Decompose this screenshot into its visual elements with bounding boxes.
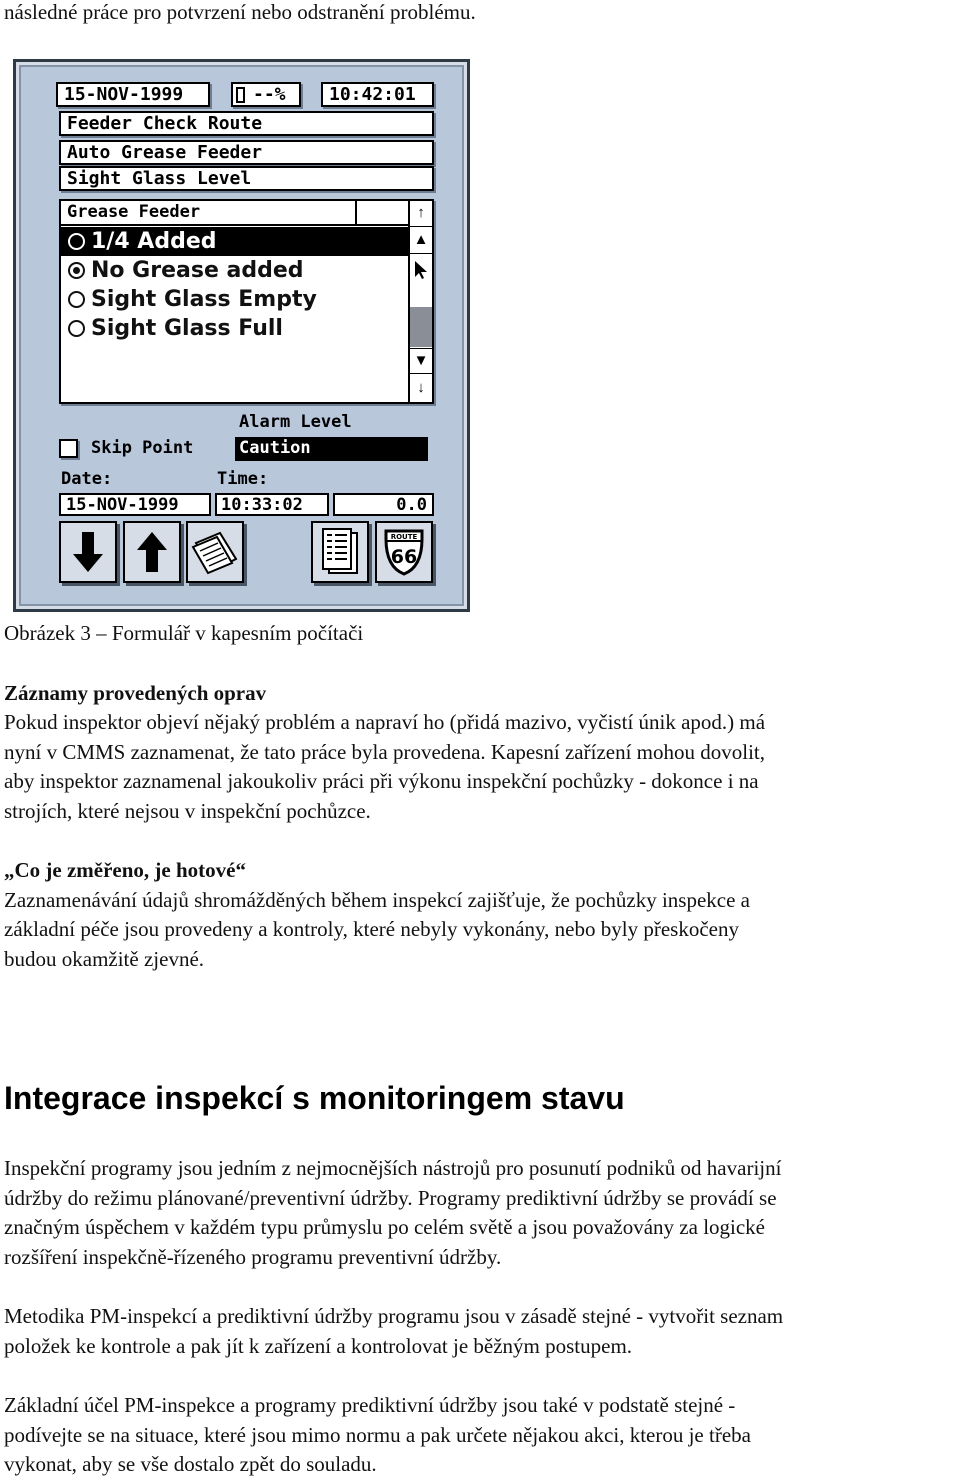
intro-line: následné práce pro potvrzení nebo odstranění problému. <box>4 0 476 24</box>
radio-icon <box>68 320 85 337</box>
scroll-thumb[interactable] <box>410 307 432 347</box>
body-line: vykonat, aby se vše dostalo zpět do souladu. <box>4 1452 377 1476</box>
route-title: Feeder Check Route <box>67 113 263 134</box>
body-line: budou okamžitě zjevné. <box>4 947 205 971</box>
scroll-down-icon[interactable]: ▼ <box>410 348 432 374</box>
radio-checked-icon <box>68 262 85 279</box>
battery-icon <box>236 87 245 103</box>
pocket-pc-screen <box>19 65 464 606</box>
route-66-icon <box>382 527 426 577</box>
list-header-divider <box>355 201 357 226</box>
list-header-label: Grease Feeder <box>67 202 201 222</box>
scroll-bottom-icon[interactable]: ↓ <box>417 379 425 396</box>
check-point-field[interactable] <box>59 166 434 191</box>
route-sign-top: ROUTE <box>390 533 418 541</box>
radio-icon <box>68 233 85 250</box>
route-sign-number: 66 <box>390 546 418 568</box>
body-line: položek ke kontrole a pak jít k zařízení a kontrolovat je běžným postupem. <box>4 1334 633 1358</box>
scroll-up-icon[interactable]: ▲ <box>410 228 432 254</box>
skip-point-checkbox[interactable] <box>59 439 78 458</box>
body-line: Metodika PM-inspekcí a prediktivní údržby programu jsou v zásadě stejné - vytvořit seznam <box>4 1304 784 1328</box>
pointer-cursor-icon <box>410 257 432 283</box>
section-heading: Integrace inspekcí s monitoringem stavu <box>4 1080 625 1116</box>
equipment-field[interactable] <box>59 140 434 165</box>
option-label: No Grease added <box>91 258 304 283</box>
option-label: Sight Glass Full <box>91 316 283 341</box>
body-line: strojích, které nejsou v inspekční pochůzce. <box>4 799 371 823</box>
body-line: Pokud inspektor objeví nějaký problém a napraví ho (přidá mazivo, vyčistí únik apod.) má <box>4 710 766 734</box>
option-label: 1/4 Added <box>91 229 217 254</box>
reading-value: 0.0 <box>396 495 427 515</box>
list-header <box>61 201 408 226</box>
alarm-level-label: Alarm Level <box>239 412 352 432</box>
body-line: podívejte se na situace, které jsou mimo normu a pak určete nějakou akci, kterou je třeba <box>4 1423 751 1447</box>
checklist-button[interactable] <box>311 521 369 583</box>
body-line: rozšíření inspekčně-řízeného programu preventivní údržby. <box>4 1245 502 1269</box>
previous-point-button[interactable] <box>123 521 181 583</box>
body-line: Základní účel PM-inspekce a programy prediktivní údržby jsou také v podstatě stejné - <box>4 1393 736 1417</box>
figure-caption: Obrázek 3 – Formulář v kapesním počítači <box>4 621 364 645</box>
reading-value-field[interactable] <box>333 493 434 516</box>
route-button[interactable] <box>375 521 433 583</box>
battery-display <box>231 82 301 107</box>
grease-feeder-listbox[interactable] <box>59 199 434 404</box>
route-title-field[interactable] <box>59 111 434 136</box>
radio-icon <box>68 291 85 308</box>
alarm-level-value: Caution <box>239 438 311 458</box>
pocket-pc-figure <box>13 59 470 612</box>
arrow-up-icon <box>135 530 169 574</box>
body-line: Zaznamenávání údajů shromážděných během inspekcí zajišťuje, že pochůzky inspekce a <box>4 888 751 912</box>
body-line: značným úspěchem v každém typu průmyslu po celém světě a jsou považovány za logické <box>4 1215 766 1239</box>
date-value: 15-NOV-1999 <box>64 84 184 105</box>
time-value: 10:42:01 <box>329 84 416 105</box>
list-scrollbar[interactable] <box>408 201 432 402</box>
battery-value: --% <box>253 84 286 105</box>
body-line: základní péče jsou provedeny a kontroly, které nebyly vykonány, nebo byly přeskočeny <box>4 917 739 941</box>
section-title-measured: „Co je změřeno, je hotové“ <box>4 858 246 882</box>
body-line: nyní v CMMS zaznamenat, že tato práce byla provedena. Kapesní zařízení mohou dovolit, <box>4 740 766 764</box>
checklist-icon <box>319 527 361 577</box>
body-line: aby inspektor zaznamenal jakoukoliv práci při výkonu inspekční pochůzky - dokonce i na <box>4 769 759 793</box>
next-point-button[interactable] <box>59 521 117 583</box>
scroll-top-icon[interactable]: ↑ <box>410 201 432 227</box>
date-label: Date: <box>61 469 113 489</box>
body-line: údržby do režimu plánované/preventivní údržby. Programy prediktivní údržby se provádí se <box>4 1186 777 1210</box>
reading-time-field[interactable] <box>215 493 329 516</box>
check-point-name: Sight Glass Level <box>67 168 252 189</box>
option-sight-glass-full[interactable] <box>61 314 408 343</box>
reading-time: 10:33:02 <box>221 495 303 515</box>
body-line: Inspekční programy jsou jedním z nejmocnějších nástrojů pro posunutí podniků od havarijní <box>4 1156 782 1180</box>
alarm-level-field[interactable] <box>235 437 428 461</box>
time-display <box>321 82 434 107</box>
skip-point-label: Skip Point <box>91 438 194 458</box>
option-label: Sight Glass Empty <box>91 287 317 312</box>
reading-date-field[interactable] <box>59 493 211 516</box>
option-quarter-added[interactable] <box>61 227 408 256</box>
notes-button[interactable] <box>186 521 244 583</box>
notes-icon <box>190 529 240 575</box>
reading-date: 15-NOV-1999 <box>66 495 179 515</box>
option-no-grease-added[interactable] <box>61 256 408 285</box>
date-display <box>56 82 210 107</box>
equipment-name: Auto Grease Feeder <box>67 142 263 163</box>
option-sight-glass-empty[interactable] <box>61 285 408 314</box>
time-label: Time: <box>217 469 269 489</box>
section-title-repairs: Záznamy provedených oprav <box>4 681 267 705</box>
arrow-down-icon <box>71 530 105 574</box>
